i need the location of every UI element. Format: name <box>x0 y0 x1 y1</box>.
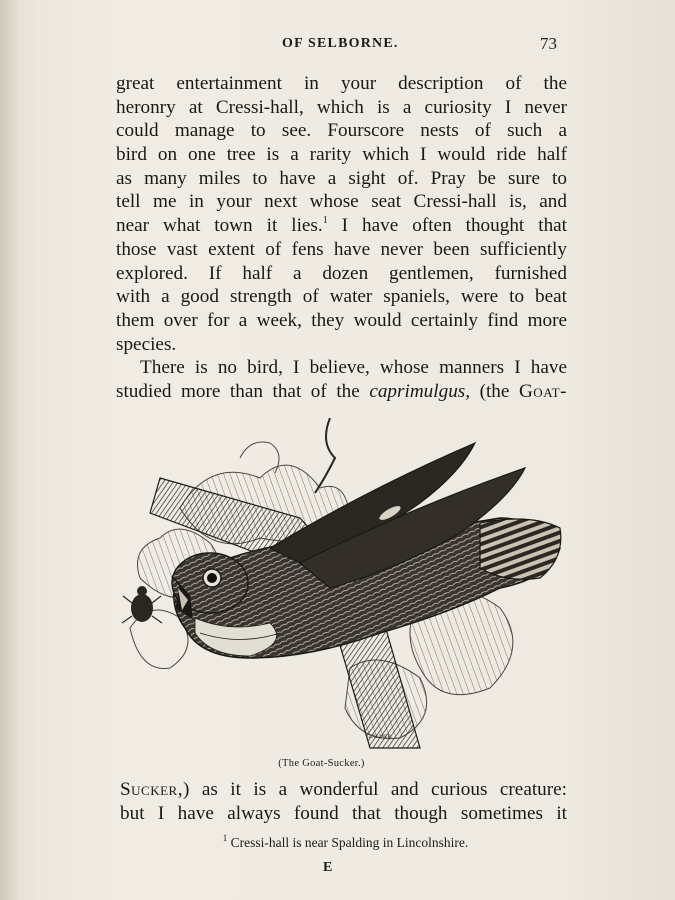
text-line: great entertainment in your description of the <box>116 73 567 94</box>
text-line: those vast extent of fens have never been sufficiently <box>116 238 567 260</box>
text-line: tell me in your next whose seat Cressi-hall is, and <box>116 191 567 213</box>
text-line: explored. If half a dozen gentlemen, furnished <box>116 262 567 284</box>
text-line <box>116 380 567 404</box>
text-line: but I have always found that though sometimes it <box>120 802 567 824</box>
text-line: with a good strength of water spaniels, were to beat <box>116 286 567 308</box>
running-head <box>0 34 675 56</box>
text-segment: I have often thought that <box>327 215 568 237</box>
text-line: them over for a week, they would certainly find more <box>116 309 567 331</box>
text-line: There is no bird, I believe, whose manners I have <box>140 357 567 379</box>
continuation-text <box>120 778 567 825</box>
text-segment: near what town it lies. <box>116 215 323 237</box>
text-line: as many miles to have a sight of. Pray be sure to <box>116 167 567 189</box>
signature-mark: E <box>323 860 333 875</box>
italic-term: caprimulgus, <box>369 380 471 402</box>
caption-text: (The Goat-Sucker.) <box>278 758 365 769</box>
goat-sucker-engraving <box>120 418 570 758</box>
running-head-title: OF SELBORNE. <box>282 36 399 51</box>
small-caps-term: Sucker, <box>120 779 184 800</box>
text-segment: ) as it is a wonderful and curious creature: <box>183 779 567 800</box>
text-line: could manage to see. Fourscore nests of such a <box>116 120 567 142</box>
footnote-marker: 1 <box>222 833 228 843</box>
footnote-reference: 1 <box>322 215 328 227</box>
text-line: bird on one tree is a rarity which I would ride half <box>116 144 567 166</box>
footnote <box>0 835 675 851</box>
engraver-mark: GUILMER. <box>366 734 393 740</box>
text-segment: (the <box>470 380 519 402</box>
text-line <box>120 778 567 802</box>
beetle <box>122 586 162 623</box>
footnote-text: Cressi-hall is near Spalding in Lincolnshire. <box>227 835 469 850</box>
page-number: 73 <box>540 34 557 53</box>
body-text <box>116 72 567 404</box>
text-line: heronry at Cressi-hall, which is a curiosity I never <box>116 96 567 118</box>
text-segment: studied more than that of the <box>116 380 370 402</box>
text-line <box>116 214 567 238</box>
small-caps-term: Goat- <box>518 380 567 402</box>
text-line: species. <box>116 333 177 355</box>
figure-caption <box>0 758 675 769</box>
